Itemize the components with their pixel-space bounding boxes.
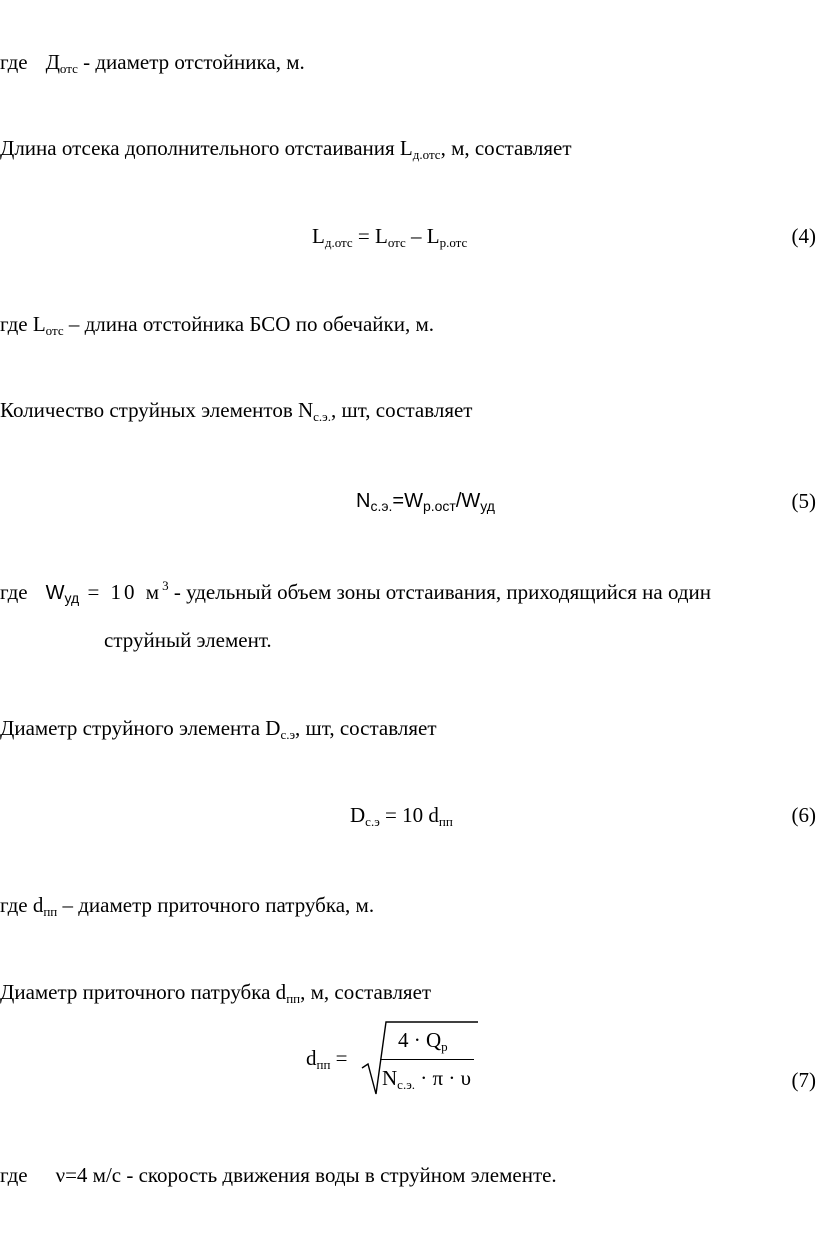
fraction-denominator xyxy=(382,1066,471,1091)
formula-5 xyxy=(356,489,495,513)
subscript: д.отс xyxy=(412,147,441,162)
subscript: р.ост xyxy=(422,498,456,514)
symbol: D xyxy=(350,803,366,827)
text: Диаметр приточного патрубка d xyxy=(0,980,287,1004)
text: Количество струйных элементов N xyxy=(0,398,314,422)
symbol-letter: W xyxy=(45,582,65,604)
text-line-10 xyxy=(0,1163,557,1187)
subscript: с.э. xyxy=(397,1077,416,1092)
text-line-6: струйный элемент. xyxy=(104,628,272,652)
fraction-numerator xyxy=(398,1028,448,1053)
subscript: с.э xyxy=(280,727,296,742)
text: · π · υ xyxy=(415,1066,472,1090)
text: = 10 м xyxy=(79,580,163,604)
text: = L xyxy=(352,224,388,248)
subscript: пп xyxy=(43,904,58,919)
symbol: L xyxy=(312,224,325,248)
text-line-9 xyxy=(0,980,431,1004)
subscript: пп xyxy=(286,991,301,1006)
equation-number-5: (5) xyxy=(791,489,816,513)
text: 4 · Q xyxy=(398,1028,442,1052)
text-line-8 xyxy=(0,893,374,917)
text: /W xyxy=(455,490,481,512)
equation-number-4: (4) xyxy=(791,224,816,248)
formula-4 xyxy=(312,224,467,248)
text: , шт, составляет xyxy=(331,398,473,422)
text: Диаметр струйного элемента D xyxy=(0,716,281,740)
subscript: уд xyxy=(64,590,80,606)
text: где xyxy=(0,1163,28,1187)
text: , м, составляет xyxy=(440,136,572,160)
text: – длина отстойника БСО по обечайки, м. xyxy=(63,312,435,336)
text-line-3 xyxy=(0,312,434,336)
subscript: с.э xyxy=(365,814,380,829)
text: где xyxy=(0,50,28,74)
subscript: уд xyxy=(480,498,495,514)
text: , м, составляет xyxy=(300,980,432,1004)
text: где xyxy=(0,580,28,604)
text-line-2 xyxy=(0,136,572,160)
subscript: отс xyxy=(59,61,78,76)
text: Длина отсека дополнительного отстаивания L xyxy=(0,136,413,160)
symbol: N xyxy=(356,490,371,512)
subscript: с.э. xyxy=(370,498,393,514)
formula-7 xyxy=(302,1018,482,1108)
text-line-4 xyxy=(0,398,472,422)
text: , шт, составляет xyxy=(295,716,437,740)
subscript: пп xyxy=(316,1057,331,1072)
formula-6 xyxy=(350,803,453,827)
text-line-5 xyxy=(0,580,711,605)
text: = xyxy=(330,1046,348,1070)
text: =W xyxy=(392,490,423,512)
text: где L xyxy=(0,312,46,336)
superscript: 3 xyxy=(162,578,169,593)
subscript: р xyxy=(441,1039,448,1054)
subscript: р.отс xyxy=(439,235,468,250)
symbol: N xyxy=(382,1066,398,1090)
equation-number-7: (7) xyxy=(791,1068,816,1092)
fraction-bar xyxy=(380,1059,474,1060)
subscript: с.э. xyxy=(313,409,332,424)
text: - диаметр отстойника, м. xyxy=(77,50,305,74)
symbol: Д xyxy=(45,50,60,74)
subscript: отс xyxy=(45,323,64,338)
text: – диаметр приточного патрубка, м. xyxy=(57,893,375,917)
text: = 10 d xyxy=(379,803,439,827)
text: где d xyxy=(0,893,44,917)
text-line-1 xyxy=(0,50,305,74)
symbol xyxy=(46,582,80,604)
subscript: пп xyxy=(438,814,453,829)
formula-7-lhs xyxy=(306,1046,348,1071)
equation-number-6: (6) xyxy=(791,803,816,827)
subscript: д.отс xyxy=(324,235,353,250)
text: - удельный объем зоны отстаивания, приходящийся на один xyxy=(168,580,712,604)
text: – L xyxy=(405,224,440,248)
symbol: d xyxy=(306,1046,317,1070)
text: ν=4 м/с - скорость движения воды в струйном элементе. xyxy=(55,1163,557,1187)
text-line-7 xyxy=(0,716,437,740)
subscript: отс xyxy=(387,235,406,250)
